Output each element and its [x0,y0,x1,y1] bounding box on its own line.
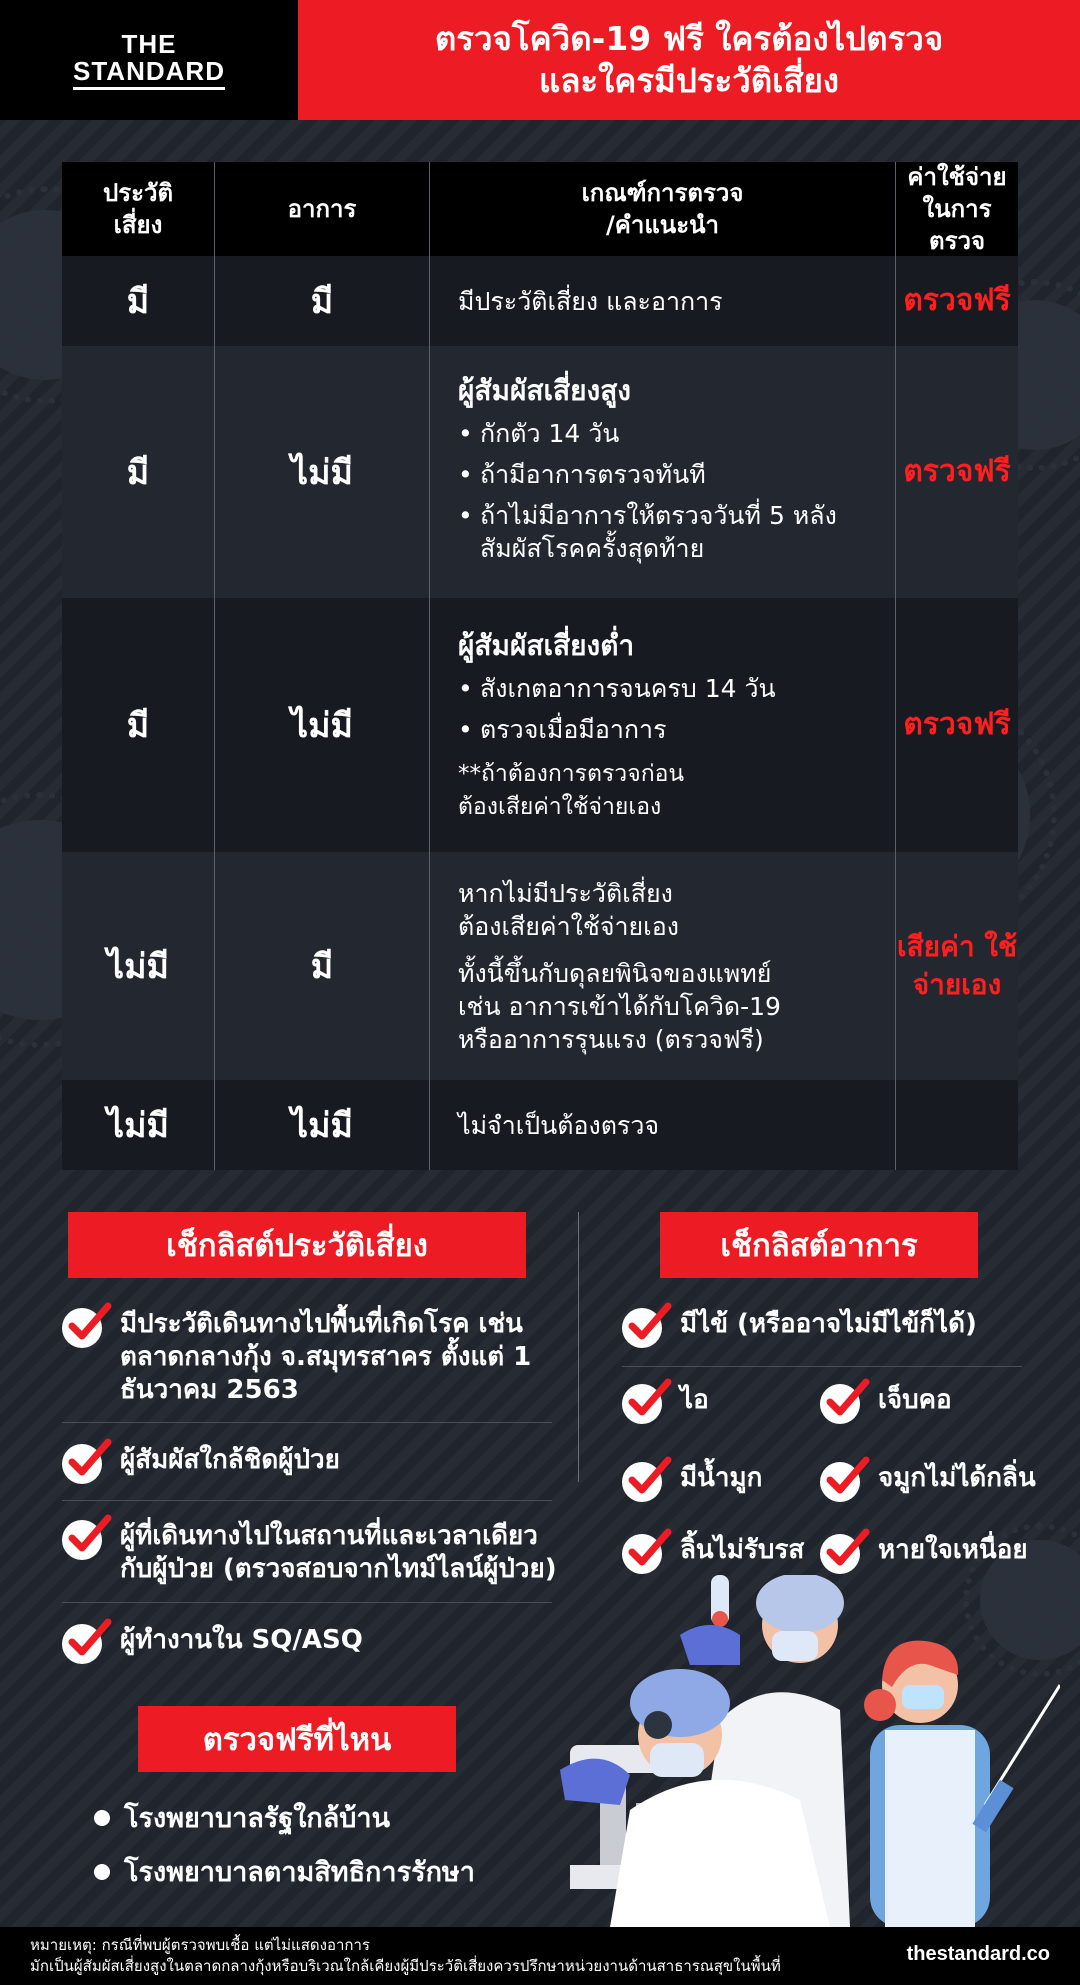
doctor-judgement-text: ทั้งนี้ขึ้นกับดุลยพินิจของแพทย์ เช่น อาการเข้าได้กับโควิด-19 หรืออาการรุนแรง (ตรวจฟรี) [458,958,781,1054]
check-icon [62,1624,102,1664]
checklist-divider [578,1212,579,1482]
header-cost: ค่าใช้จ่าย ในการตรวจ [907,163,1007,255]
list-item: • ถ้ามีอาการตรวจทันที [458,460,706,489]
risk-value: มี [126,453,150,493]
site-url: thestandard.co [906,1943,1050,1965]
list-item: ไอ [622,1384,709,1424]
title-line2: และใครมีประวัติเสี่ยง [538,61,840,100]
risk-value: ไม่มี [107,1106,169,1146]
check-icon [820,1462,860,1502]
risk-value: ไม่มี [107,947,169,987]
symptom-value: ไม่มี [291,706,353,746]
table-row [62,1080,1018,1170]
logo-line2: STANDARD [73,57,225,90]
contact-high-title: ผู้สัมผัสเสี่ยงสูง [458,374,631,407]
list-item: โรงพยาบาลตามสิทธิการรักษา [94,1850,475,1893]
check-icon [62,1308,102,1348]
check-icon [622,1462,662,1502]
header-symptom: อาการ [287,195,357,223]
list-item: มีไข้ (หรืออาจไม่มีไข้ก็ได้) [622,1308,977,1348]
risk-value: มี [126,282,150,322]
logo [0,0,298,120]
symptom-value: มี [310,947,334,987]
table-row [62,852,1018,1080]
table-row [62,598,1018,852]
symptom-value: มี [310,282,334,322]
cost-value [896,1080,1018,1170]
list-item: เจ็บคอ [820,1384,952,1424]
list-item: • ตรวจเมื่อมีอาการ [458,715,667,744]
list-item: ลิ้นไม่รับรส [622,1534,804,1574]
list-item: ผู้สัมผัสใกล้ชิดผู้ป่วย [62,1444,340,1484]
check-icon [622,1534,662,1574]
footer-note: หมายเหตุ: กรณีที่พบผู้ตรวจพบเชื้อ แต่ไม่แสดงอาการ มักเป็นผู้สัมผัสเสี่ยงสูงในตลาดกลางกุ้งหรือบริเวณใกล้เคียงผู้มีประวัติเสี่ยงควรปรึกษาหน่วยงานด้านสาธารณสุขในพื้นที่ [30,1936,781,1975]
footer [0,1927,1080,1985]
cost-note: **ถ้าต้องการตรวจก่อน ต้องเสียค่าใช้จ่ายเอง [458,761,685,820]
criteria-text: มีประวัติเสี่ยง และอาการ [458,286,723,316]
cost-value: เสียค่า ใช้จ่ายเอง [897,930,1017,1001]
list-item: ผู้ทำงานใน SQ/ASQ [62,1624,363,1664]
list-item: หายใจเหนื่อย [820,1534,1028,1574]
table-header [62,162,1018,256]
list-item: • กักตัว 14 วัน [458,419,620,448]
symptom-value: ไม่มี [291,1106,353,1146]
where-title: ตรวจฟรีที่ไหน [138,1706,456,1772]
check-icon [622,1384,662,1424]
check-icon [820,1384,860,1424]
list-item: ผู้ที่เดินทางไปในสถานที่และเวลาเดียว กับผู้ป่วย (ตรวจสอบจากไทม์ไลน์ผู้ป่วย) [62,1520,560,1586]
title-line1: ตรวจโควิด-19 ฟรี ใครต้องไปตรวจ [434,19,944,58]
header [0,0,1080,120]
contact-low-title: ผู้สัมผัสเสี่ยงต่ำ [458,629,635,662]
list-item: จมูกไม่ได้กลิ่น [820,1462,1036,1502]
no-risk-text: หากไม่มีประวัติเสี่ยง ต้องเสียค่าใช้จ่ายเอง [458,878,679,941]
risk-checklist-title: เช็กลิสต์ประวัติเสี่ยง [68,1212,526,1278]
cost-value: ตรวจฟรี [903,454,1011,489]
header-criteria: เกณฑ์การตรวจ /คำแนะนำ [581,179,744,239]
symptom-checklist-title: เช็กลิสต์อาการ [660,1212,978,1278]
page-title [298,0,1080,120]
list-item: โรงพยาบาลรัฐใกล้บ้าน [94,1796,390,1839]
table-row [62,346,1018,598]
check-icon [820,1534,860,1574]
criteria-block [430,346,895,598]
check-icon [62,1520,102,1560]
criteria-block [430,852,895,1080]
list-item: มีน้ำมูก [622,1462,762,1502]
list-item: • สังเกตอาการจนครบ 14 วัน [458,674,776,703]
check-icon [622,1308,662,1348]
symptom-value: ไม่มี [291,453,353,493]
header-risk: ประวัติ เสี่ยง [102,179,174,239]
cost-value: ตรวจฟรี [903,707,1011,742]
risk-value: มี [126,706,150,746]
cost-value: ตรวจฟรี [903,283,1011,318]
list-item: มีประวัติเดินทางไปพื้นที่เกิดโรค เช่น ตลาดกลางกุ้ง จ.สมุทรสาคร ตั้งแต่ 1 ธันวาคม 2563 [62,1308,562,1407]
logo-line1: THE [121,28,177,59]
criteria-text: ไม่จำเป็นต้องตรวจ [458,1110,660,1140]
criteria-table [62,162,1018,1170]
medical-staff-illustration [540,1575,1060,1927]
table-row [62,256,1018,346]
list-item: • ถ้าไม่มีอาการให้ตรวจวันที่ 5 หลังสัมผัสโรคครั้งสุดท้าย [458,501,837,563]
check-icon [62,1444,102,1484]
criteria-block [430,598,895,852]
